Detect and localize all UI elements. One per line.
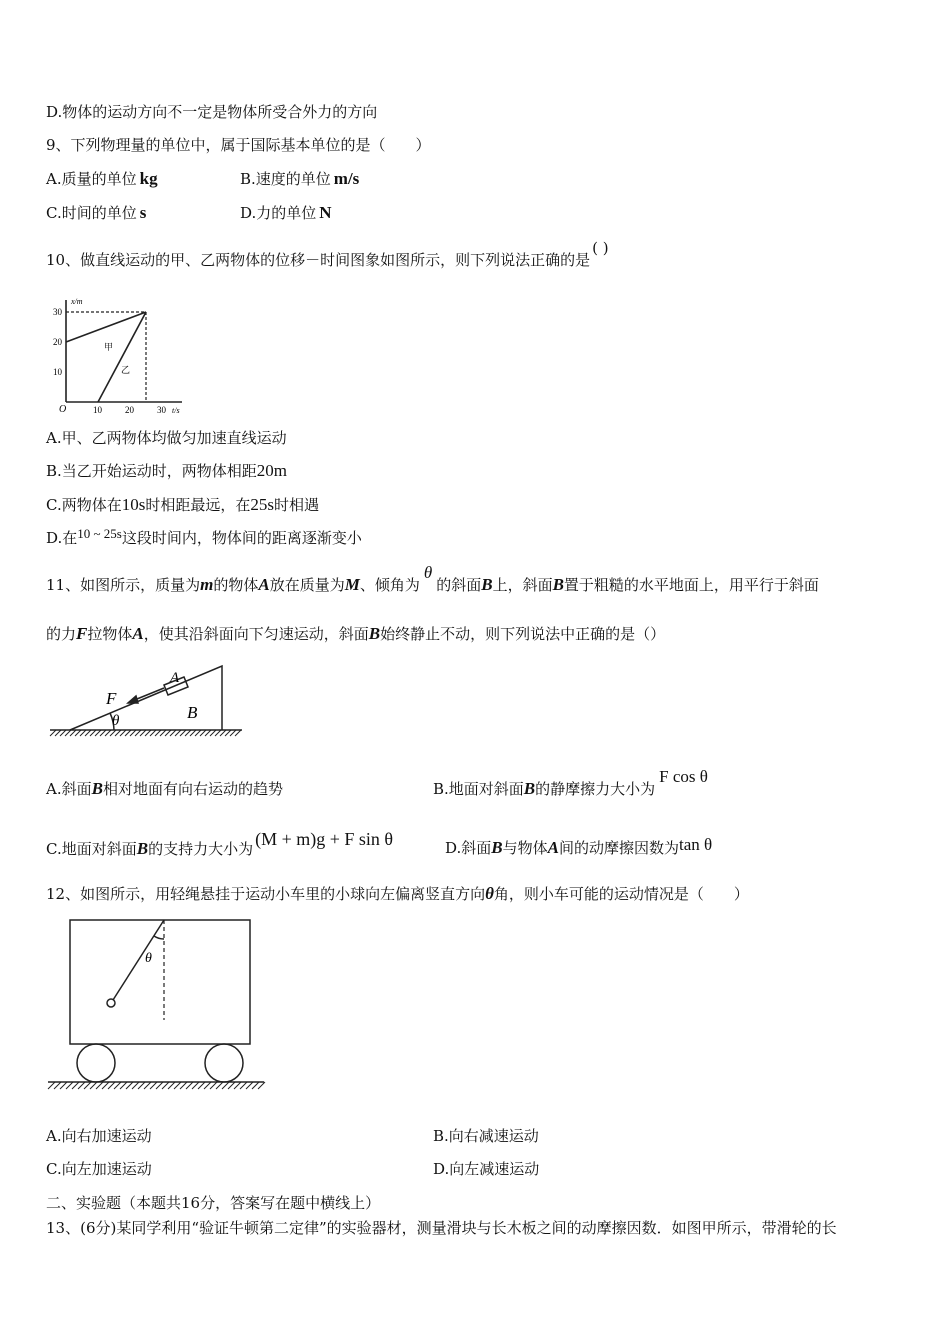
q11-stem-line1: 11、如图所示，质量为m的物体A放在质量为M、倾角为θ的斜面B上，斜面B置于粗糙的水平地面上，用平行于斜面	[46, 563, 819, 594]
xtick-30: 30	[157, 405, 166, 415]
q10-option-b: B.当乙开始运动时，两物体相距20m	[46, 461, 288, 480]
ytick-10: 10	[53, 367, 62, 377]
q12-option-a: A.向右加速运动	[46, 1127, 152, 1145]
hatch-mark	[66, 1082, 73, 1089]
q11-option-a: A.斜面B相对地面有向右运动的趋势	[46, 779, 283, 798]
section2-title: 二、实验题（本题共16分，答案写在题中横线上）	[46, 1194, 381, 1212]
q12-cart-figure	[44, 916, 274, 1096]
hatch-mark	[55, 730, 61, 736]
hatch-mark	[170, 730, 176, 736]
label-yi: 乙	[121, 365, 131, 375]
hatch-mark	[95, 730, 101, 736]
q10-stem: 10、做直线运动的甲、乙两物体的位移－时间图象如图所示，则下列说法正确的是( )	[46, 239, 609, 269]
hatch-mark	[105, 730, 111, 736]
hatch-mark	[205, 730, 211, 736]
hatch-mark	[230, 730, 236, 736]
hatch-mark	[204, 1082, 211, 1089]
hatch-mark	[138, 1082, 145, 1089]
hatch-mark	[168, 1082, 175, 1089]
q9-option-c: C.时间的单位 s	[46, 203, 147, 222]
hatch-mark	[60, 1082, 67, 1089]
q13-stem: 13、(6分)某同学利用“验证牛顿第二定律”的实验器材，测量滑块与长木板之间的动摩擦因数．如图甲所示，带滑轮的长	[46, 1219, 837, 1237]
force-f-arrowhead	[128, 696, 138, 703]
hatch-mark	[156, 1082, 163, 1089]
hatch-mark	[70, 730, 76, 736]
q11-stem-line2: 的力F拉物体A，使其沿斜面向下匀速运动，斜面B始终静止不动，则下列说法中正确的是（）	[46, 624, 666, 643]
q12-option-c: C.向左加速运动	[46, 1160, 152, 1178]
hatch-mark	[65, 730, 71, 736]
q11-option-d: D.斜面B与物体A间的动摩擦因数为tan θ	[445, 835, 713, 857]
graph-ylabel: x/m	[71, 297, 83, 306]
hatch-mark	[150, 730, 156, 736]
hatch-mark	[48, 1082, 55, 1089]
hatch-mark	[186, 1082, 193, 1089]
hatch-mark	[195, 730, 201, 736]
ytick-20: 20	[53, 337, 62, 347]
hatch-mark	[220, 730, 226, 736]
hatch-mark	[145, 730, 151, 736]
wheel-right	[205, 1044, 243, 1082]
hatch-mark	[174, 1082, 181, 1089]
q11-incline-figure	[46, 658, 256, 748]
hatch-mark	[162, 1082, 169, 1089]
q11-option-c: C.地面对斜面B的支持力大小为 (M + m)g + F sin θ	[46, 829, 394, 858]
hatch-mark	[180, 1082, 187, 1089]
ball	[107, 999, 115, 1007]
hatch-mark	[110, 730, 116, 736]
hatch-mark	[150, 1082, 157, 1089]
ytick-30: 30	[53, 307, 62, 317]
q9-option-a: A.质量的单位 kg	[46, 169, 158, 188]
hatch-mark	[190, 730, 196, 736]
hatch-mark	[135, 730, 141, 736]
hatch-mark	[192, 1082, 199, 1089]
hatch-mark	[180, 730, 186, 736]
hatch-mark	[246, 1082, 253, 1089]
q9-stem: 9、下列物理量的单位中，属于国际基本单位的是（ ）	[46, 136, 431, 154]
hatch-mark	[216, 1082, 223, 1089]
hatch-mark	[60, 730, 66, 736]
hatch-mark	[210, 1082, 217, 1089]
theta-arc-12	[154, 936, 164, 939]
q8-option-d: D.物体的运动方向不一定是物体所受合外力的方向	[46, 103, 378, 121]
ground-hatch-12	[48, 1082, 265, 1089]
q11-option-b: B.地面对斜面B的静摩擦力大小为F cos θ	[433, 767, 708, 798]
hatch-mark	[198, 1082, 205, 1089]
fig11-label-b: B	[187, 703, 198, 722]
hatch-mark	[72, 1082, 79, 1089]
q10-option-c: C.两物体在10s时相距最远，在25s时相遇	[46, 495, 319, 514]
hatch-mark	[50, 730, 56, 736]
fig12-label-theta: θ	[145, 951, 152, 966]
hatch-mark	[144, 1082, 151, 1089]
hatch-mark	[90, 730, 96, 736]
hatch-mark	[54, 1082, 61, 1089]
xtick-10: 10	[93, 405, 102, 415]
hatch-mark	[125, 730, 131, 736]
hatch-mark	[215, 730, 221, 736]
hatch-mark	[85, 730, 91, 736]
hatch-mark	[78, 1082, 85, 1089]
q10-option-a: A.甲、乙两物体均做匀加速直线运动	[46, 429, 287, 447]
hatch-mark	[96, 1082, 103, 1089]
hatch-mark	[132, 1082, 139, 1089]
q10-xt-graph	[50, 292, 190, 415]
hatch-mark	[102, 1082, 109, 1089]
hatch-mark	[80, 730, 86, 736]
hatch-mark	[114, 1082, 121, 1089]
hatch-mark	[185, 730, 191, 736]
hatch-mark	[225, 730, 231, 736]
series-jia-line	[66, 312, 146, 342]
fig11-label-theta: θ	[112, 713, 120, 729]
q12-stem: 12、如图所示，用轻绳悬挂于运动小车里的小球向左偏离竖直方向θ角，则小车可能的运动情况是（ ）	[46, 884, 749, 903]
q9-option-b: B.速度的单位 m/s	[240, 169, 360, 188]
hatch-mark	[155, 730, 161, 736]
hatch-mark	[258, 1082, 265, 1089]
hatch-mark	[160, 730, 166, 736]
hatch-mark	[120, 1082, 127, 1089]
incline-b	[70, 666, 222, 730]
hatch-mark	[115, 730, 121, 736]
fig11-label-a: A	[170, 670, 180, 686]
hatch-mark	[140, 730, 146, 736]
hatch-mark	[175, 730, 181, 736]
hatch-mark	[130, 730, 136, 736]
hatch-mark	[120, 730, 126, 736]
label-jia: 甲	[104, 342, 114, 352]
graph-xlabel: t/s	[172, 406, 180, 415]
fig11-label-f: F	[106, 689, 117, 708]
ground-hatch	[50, 730, 241, 736]
hatch-mark	[234, 1082, 241, 1089]
series-yi-line	[98, 312, 146, 402]
hatch-mark	[252, 1082, 259, 1089]
hatch-mark	[165, 730, 171, 736]
hatch-mark	[75, 730, 81, 736]
graph-origin: O	[59, 404, 67, 415]
hatch-mark	[90, 1082, 97, 1089]
hatch-mark	[100, 730, 106, 736]
hatch-mark	[108, 1082, 115, 1089]
hatch-mark	[200, 730, 206, 736]
q12-option-d: D.向左减速运动	[433, 1160, 540, 1178]
hatch-mark	[84, 1082, 91, 1089]
xtick-20: 20	[125, 405, 134, 415]
rope	[113, 920, 164, 1000]
wheel-left	[77, 1044, 115, 1082]
hatch-mark	[228, 1082, 235, 1089]
hatch-mark	[126, 1082, 133, 1089]
q10-option-d: D.在10 ~ 25s这段时间内，物体间的距离逐渐变小	[46, 526, 362, 547]
q9-option-d: D.力的单位 N	[240, 203, 332, 222]
hatch-mark	[235, 730, 241, 736]
hatch-mark	[210, 730, 216, 736]
q12-option-b: B.向右减速运动	[433, 1127, 539, 1145]
hatch-mark	[240, 1082, 247, 1089]
hatch-mark	[222, 1082, 229, 1089]
